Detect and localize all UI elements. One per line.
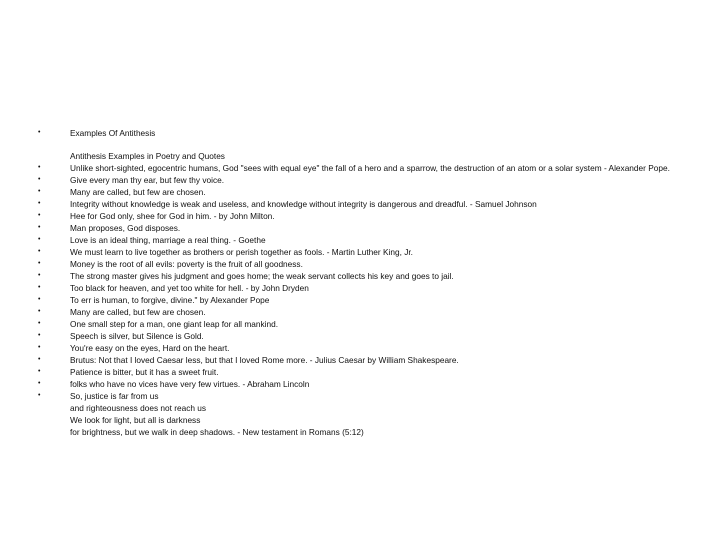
list-item: [38, 222, 700, 234]
bullet-icon: •: [38, 236, 41, 243]
quote-text: We must learn to live together as brothers or perish together as fools. - Martin Luther King, Jr.: [70, 247, 413, 257]
bullet-icon: •: [38, 308, 41, 315]
bullet-icon: •: [38, 284, 41, 291]
list-item: [38, 234, 700, 246]
bullet-icon: •: [38, 320, 41, 327]
list-item: [38, 306, 700, 318]
quote-text: Speech is silver, but Silence is Gold.: [70, 331, 204, 341]
bullet-icon: •: [38, 368, 41, 375]
quote-text: So, justice is far from us and righteousness does not reach us We look for light, but all is darkness for brightness, but we walk in deep shadows. - New testament in Romans (5:12): [70, 391, 364, 437]
quote-text: Patience is bitter, but it has a sweet fruit.: [70, 367, 219, 377]
bullet-icon: •: [38, 164, 41, 171]
list-item-heading: [38, 127, 700, 139]
list-item: [38, 378, 700, 390]
quote-text: Hee for God only, shee for God in him. - by John Milton.: [70, 211, 275, 221]
list-item: [38, 174, 700, 186]
heading-text: Examples Of Antithesis: [70, 128, 156, 138]
list-item: [38, 210, 700, 222]
bullet-icon: •: [38, 200, 41, 207]
bullet-list: [38, 127, 700, 438]
bullet-icon: •: [38, 296, 41, 303]
bullet-icon: •: [38, 260, 41, 267]
list-item: [38, 186, 700, 198]
bullet-icon: •: [38, 212, 41, 219]
bullet-icon: •: [38, 380, 41, 387]
list-item: [38, 282, 700, 294]
bullet-icon: •: [38, 188, 41, 195]
subheading-text: Antithesis Examples in Poetry and Quotes: [70, 151, 225, 161]
list-item: [38, 258, 700, 270]
list-item: [38, 390, 700, 438]
quote-text: Brutus: Not that I loved Caesar less, but that I loved Rome more. - Julius Caesar by William Shakespeare.: [70, 355, 459, 365]
bullet-icon: •: [38, 332, 41, 339]
quote-text: The strong master gives his judgment and goes home; the weak servant collects his key and goes to jail.: [70, 271, 454, 281]
list-item: [38, 294, 700, 306]
bullet-icon: •: [38, 224, 41, 231]
list-item: [38, 198, 700, 210]
quote-text: You're easy on the eyes, Hard on the heart.: [70, 343, 230, 353]
quote-text: Money is the root of all evils: poverty is the fruit of all goodness.: [70, 259, 303, 269]
list-item: [38, 246, 700, 258]
item-text: [70, 162, 680, 174]
quote-text: Man proposes, God disposes.: [70, 223, 181, 233]
quote-text: Integrity without knowledge is weak and useless, and knowledge without integrity is dangerous and dreadful. - Samuel Johnson: [70, 199, 537, 209]
list-item: [38, 270, 700, 282]
list-item: [38, 366, 700, 378]
quote-text: Many are called, but few are chosen.: [70, 307, 206, 317]
list-item: [38, 150, 700, 174]
list-item: [38, 354, 700, 366]
bullet-icon: •: [38, 248, 41, 255]
quote-text: Give every man thy ear, but few thy voice.: [70, 175, 225, 185]
bullet-icon: •: [38, 129, 41, 136]
bullet-icon: •: [38, 392, 41, 399]
quote-text: Many are called, but few are chosen.: [70, 187, 206, 197]
bullet-icon: •: [38, 176, 41, 183]
list-item: [38, 318, 700, 330]
quote-text: folks who have no vices have very few virtues. - Abraham Lincoln: [70, 379, 310, 389]
list-item: [38, 342, 700, 354]
spacer: [38, 141, 700, 150]
quote-text: Love is an ideal thing, marriage a real thing. - Goethe: [70, 235, 266, 245]
quote-text: To err is human, to forgive, divine." by Alexander Pope: [70, 295, 270, 305]
bullet-icon: •: [38, 272, 41, 279]
bullet-icon: •: [38, 356, 41, 363]
quote-text: One small step for a man, one giant leap for all mankind.: [70, 319, 278, 329]
quote-text: Unlike short-sighted, egocentric humans, God "sees with equal eye" the fall of a hero and a sparrow, the destruction of an atom or a solar system - Alexander Pope.: [70, 163, 670, 173]
quote-text: Too black for heaven, and yet too white for hell. - by John Dryden: [70, 283, 309, 293]
list-item: [38, 330, 700, 342]
bullet-icon: •: [38, 344, 41, 351]
